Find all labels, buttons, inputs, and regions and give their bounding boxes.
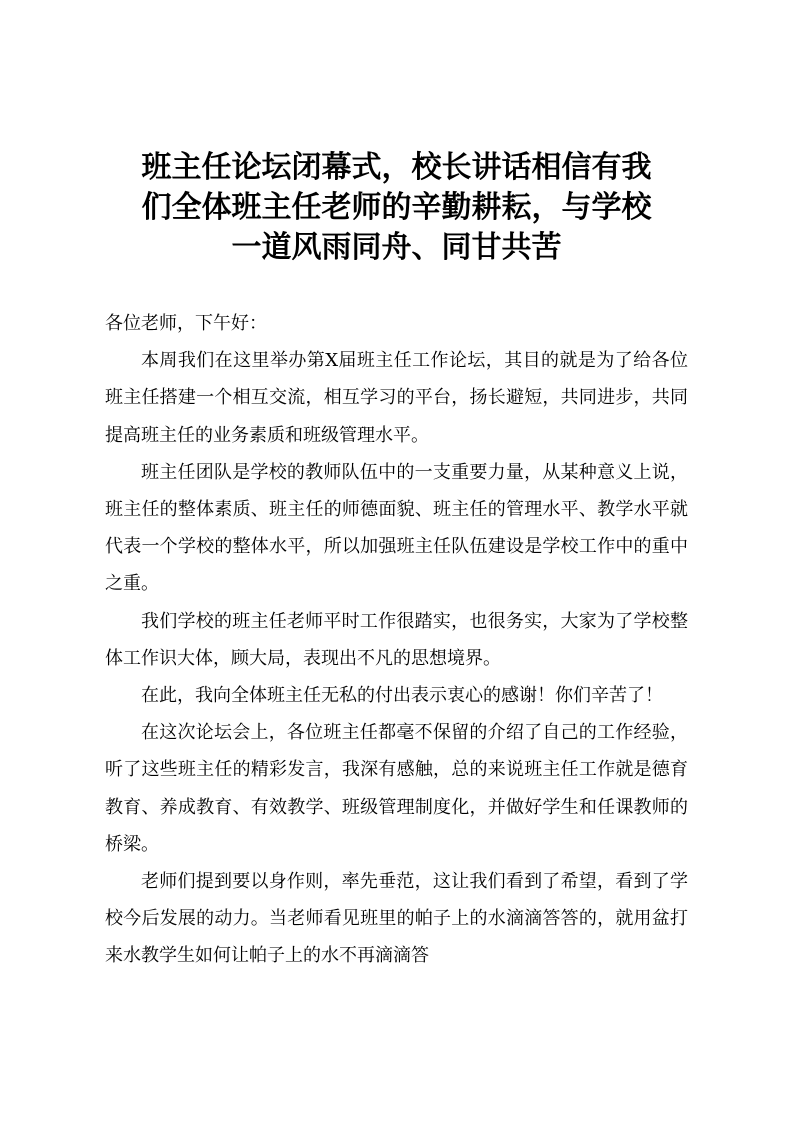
title-line-1: 班主任论坛闭幕式，校长讲话相信有我 bbox=[141, 150, 652, 185]
title-line-2: 们全体班主任老师的辛勤耕耘，与学校 bbox=[141, 190, 652, 225]
paragraph-1: 本周我们在这里举办第X届班主任工作论坛，其目的就是为了给各位班主任搭建一个相互交流，相互学习的平台，扬长避短，共同进步，共同提高班主任的业务素质和班级管理水平。 bbox=[105, 350, 688, 446]
paragraph-3: 我们学校的班主任老师平时工作很踏实，也很务实，大家为了学校整体工作识大体，顾大局，表现出不凡的思想境界。 bbox=[105, 610, 688, 669]
paragraph-5: 在这次论坛会上，各位班主任都毫不保留的介绍了自己的工作经验，听了这些班主任的精彩发言，我深有感触，总的来说班主任工作就是德育教育、养成教育、有效教学、班级管理制度化，并做好学生和任课教师的桥梁。 bbox=[105, 722, 688, 855]
title-line-3: 一道风雨同舟、同甘共苦 bbox=[231, 230, 562, 265]
paragraph-2: 班主任团队是学校的教师队伍中的一支重要力量，从某种意义上说，班主任的整体素质、班主任的师德面貌、班主任的管理水平、教学水平就代表一个学校的整体水平，所以加强班主任队伍建设是学校工作中的重中之重。 bbox=[105, 461, 688, 595]
paragraph-6: 老师们提到要以身作则，率先垂范，这让我们看到了希望，看到了学校今后发展的动力。当老师看见班里的帕子上的水滴滴答答的，就用盆打来水教学生如何让帕子上的水不再滴滴答 bbox=[105, 871, 688, 967]
paragraph-4: 在此，我向全体班主任无私的付出表示衷心的感谢！你们辛苦了！ bbox=[141, 685, 663, 707]
salutation: 各位老师，下午好： bbox=[105, 313, 267, 334]
document-body bbox=[105, 305, 688, 975]
document-title bbox=[100, 148, 693, 268]
